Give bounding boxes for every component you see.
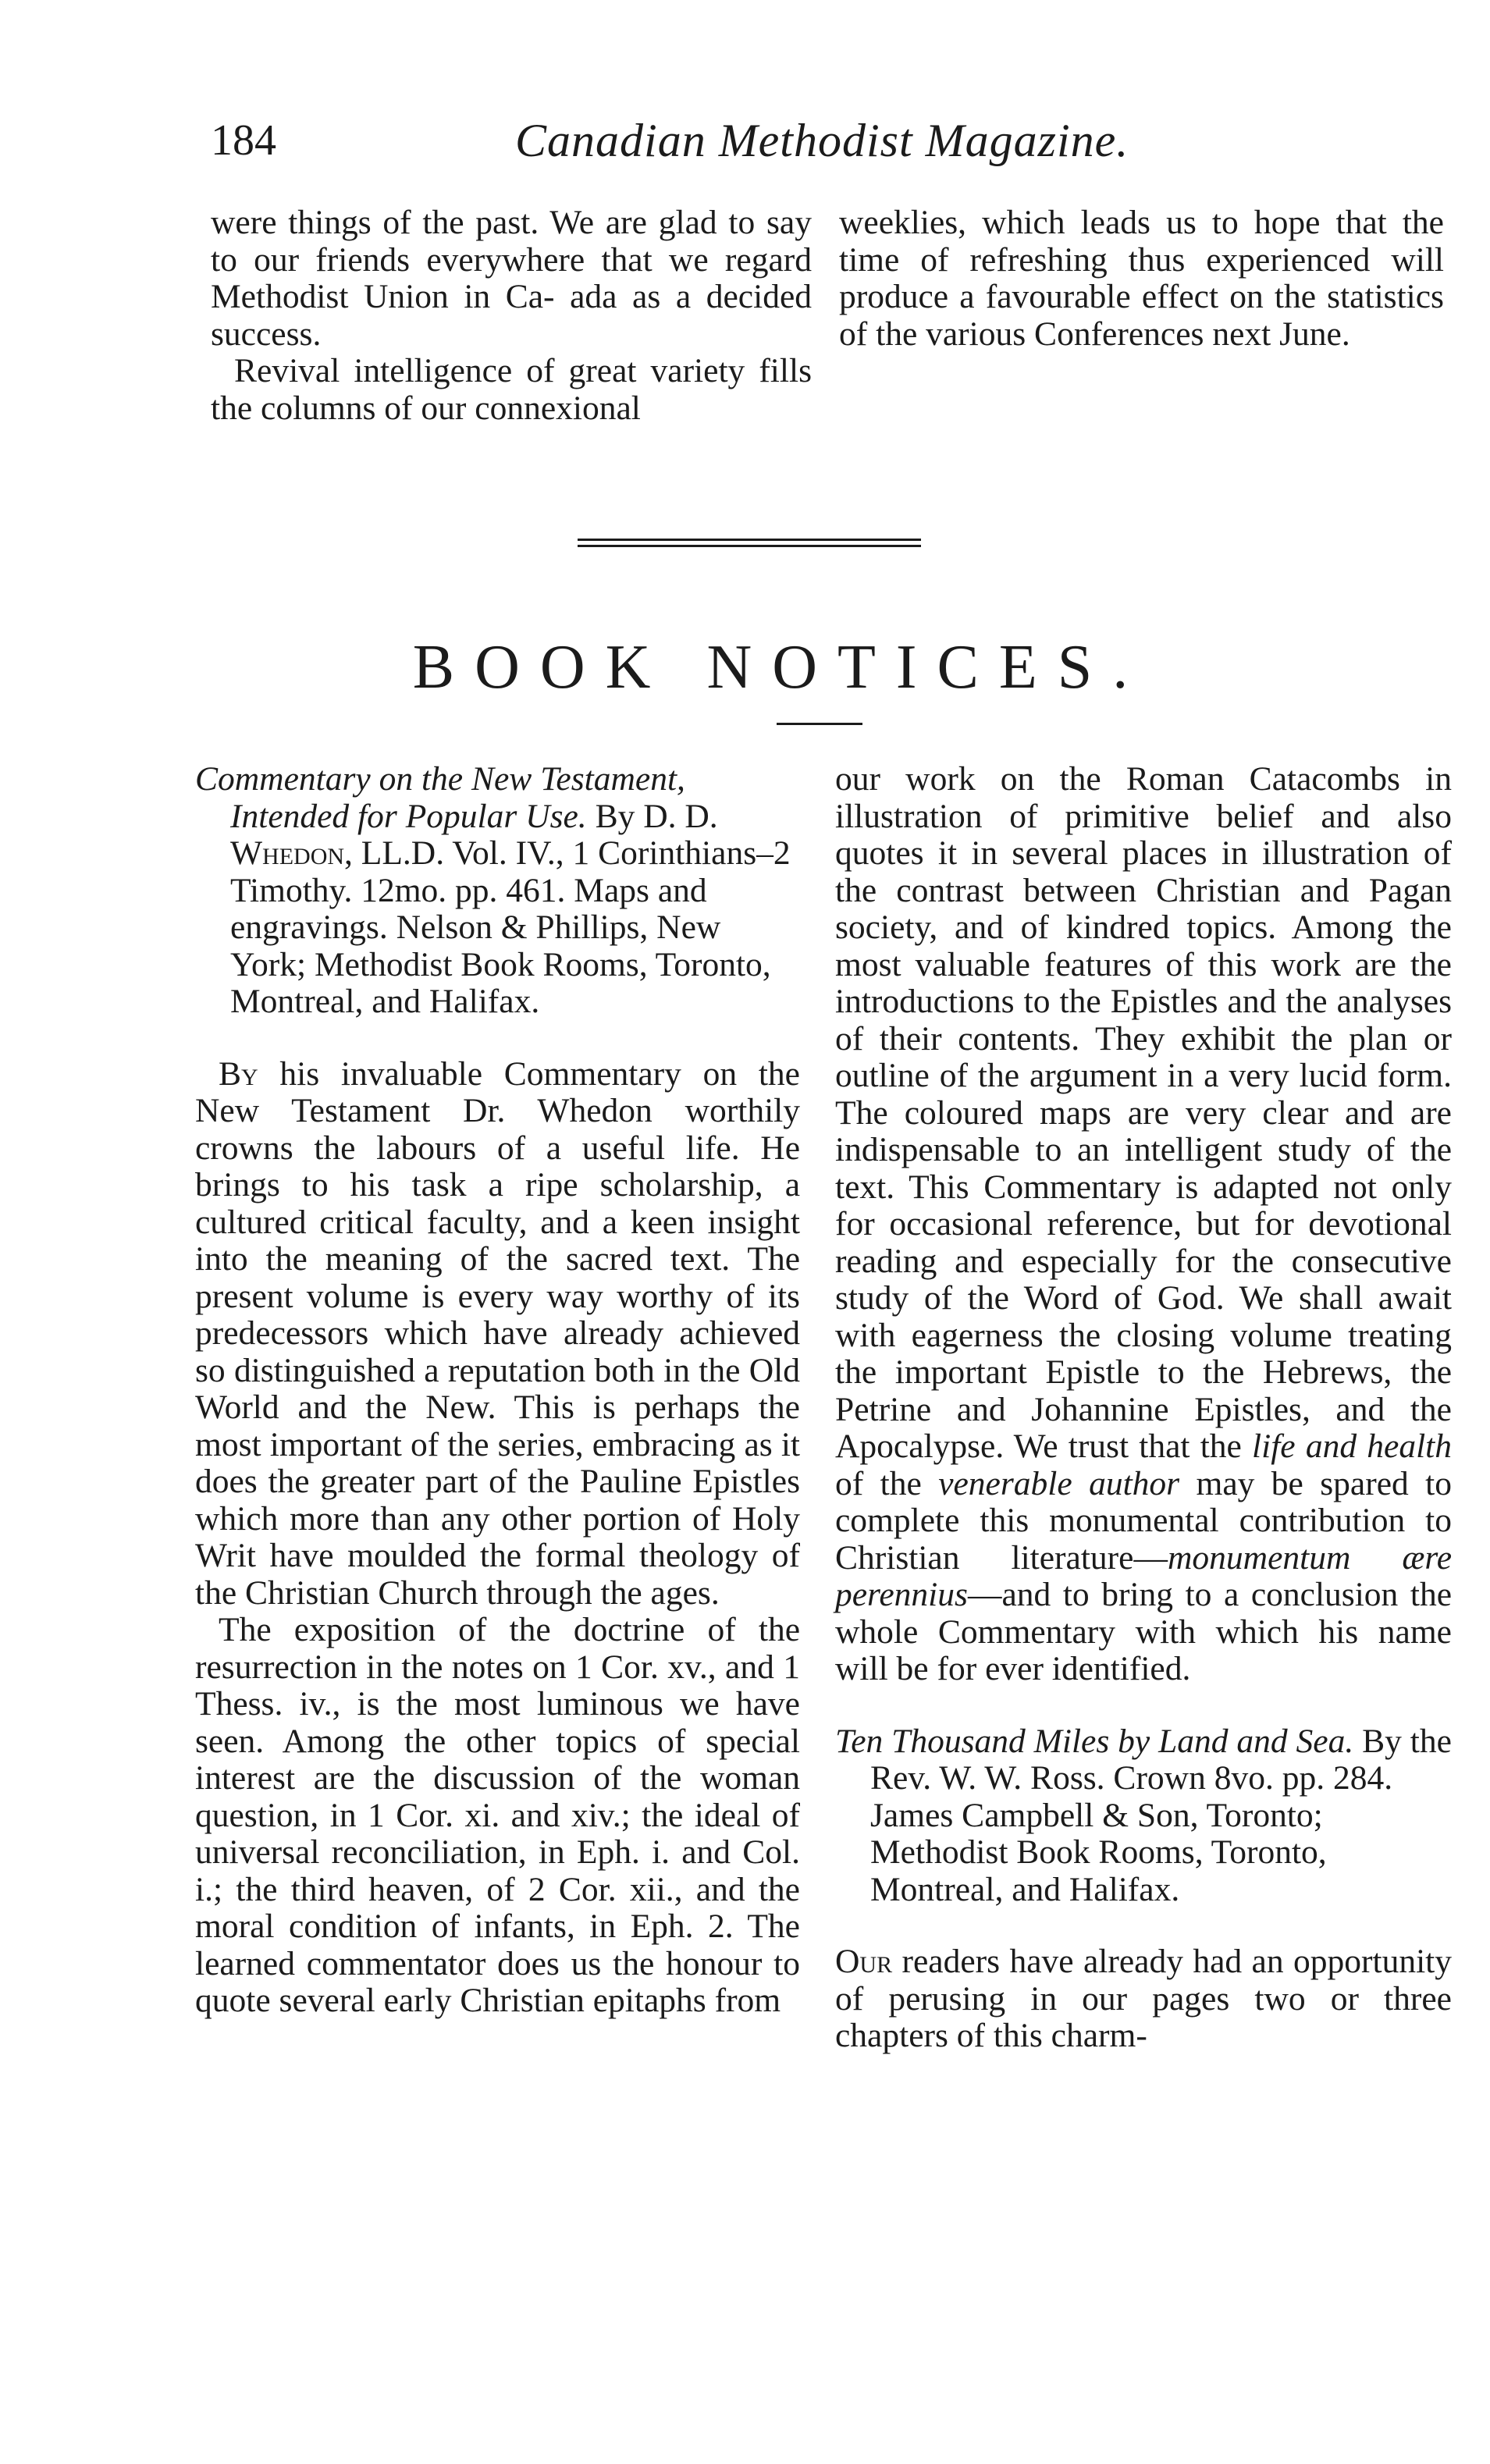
notice-1-text-4: —and to bring to a conclusion the whole Commentary with which his name will be for ever identified.	[835, 1576, 1452, 1687]
top-left-column	[211, 204, 812, 427]
notice-1-paragraph-1	[195, 1056, 800, 1612]
book-title-2: Ten Thousand Miles by Land and Sea.	[835, 1722, 1354, 1760]
notice-1-paragraph-2-continued	[835, 761, 1452, 1688]
notice-1-text-3: may be spared to complete this monumental contribution to Christian literature—	[835, 1464, 1453, 1577]
notice-1-life-and-health: life and health	[1252, 1428, 1452, 1465]
section-divider	[578, 539, 921, 547]
top-left-paragraph-1: were things of the past. We are glad to say to our friends everywhere that we regard Methodist Union in Ca- ada as a decided success.	[211, 204, 812, 353]
latin-quote: monumentum ære perennius	[835, 1538, 1452, 1613]
book-entry-2	[835, 1723, 1452, 1909]
notice-2-text-1: readers have already had an opportunity of perusing in our pages two or three chapters of this charm-	[835, 1943, 1453, 2054]
bottom-right-column	[835, 761, 1452, 2055]
notice-1-lead-word: By	[219, 1054, 258, 1093]
page-header	[211, 109, 1413, 172]
book-title: Commentary on the New Testament, Intended for Popular Use.	[195, 760, 685, 835]
notice-1-of-the: of the	[835, 1464, 922, 1502]
section-heading: BOOK NOTICES.	[412, 633, 1149, 702]
book-details-2: By the Rev. W. W. Ross. Crown 8vo. pp. 284. James Campbell & Son, Toronto; Methodist Book Rooms, Toronto, Montreal, and Halifax.	[870, 1722, 1452, 1908]
notice-1-text-2: our work on the Roman Catacombs in illustration of primitive belief and also quotes it in several places in illustration of the contrast between Christian and Pagan society, and of kindred topics. Among the most valuable features of this work are the introductions to the Epistles and the analyses of their contents. They exhibit the plan or outline of the argument in a very lucid form. The coloured maps are very clear and are indispensable to an intelligent study of the text. This Commentary is adapted not only for occasional reference, but for devotional reading and especially for the consecutive study of the Word of God. We shall await with eagerness the closing volume treating the important Epistle to the Hebrews, the Petrine and Johannine Epistles, and the Apocalypse. We trust that the	[835, 760, 1452, 1465]
notice-1-venerable-author: venerable author	[938, 1464, 1180, 1502]
top-right-column	[839, 204, 1444, 353]
notice-2-paragraph-1	[835, 1943, 1452, 2055]
book-details: Vol. IV., 1 Corinthians–2 Timothy. 12mo. pp. 461. Maps and engravings. Nelson & Phillips, New York; Methodist Book Rooms, Toronto, Montreal, and Halifax.	[230, 834, 791, 1020]
book-author: D. D. Whedon, LL.D.	[230, 797, 718, 872]
notice-1-text-1: his invaluable Commentary on the New Testament Dr. Whedon worthily crowns the labours of a useful life. He brings to his task a ripe scholarship, a cultured critical faculty, and a keen insight into the meaning of the sacred text. The present volume is every way worthy of its predecessors which have already achieved so distinguished a reputation both in the Old World and the New. This is perhaps the most important of the series, embracing as it does the greater part of the Pauline Epistles which more than any other portion of Holy Writ have moulded the formal theology of the Christian Church through the ages.	[195, 1054, 800, 1612]
book-entry-1	[195, 761, 800, 1021]
notice-1-paragraph-2: The exposition of the doctrine of the resurrection in the notes on 1 Cor. xv., and 1 Thess. iv., is the most luminous we have seen. Among the other topics of special interest are the discussion of the woman question, in 1 Cor. xi. and xiv.; the ideal of universal reconciliation, in Eph. i. and Col. i.; the third heaven, of 2 Cor. xii., and the moral condition of infants, in Eph. 2. The learned commentator does us the honour to quote several early Christian epitaphs from	[195, 1611, 800, 2019]
top-right-paragraph-1: weeklies, which leads us to hope that the time of refreshing thus experienced will produce a favourable effect on the statistics of the various Conferences next June.	[839, 204, 1444, 353]
bottom-left-column	[195, 761, 800, 2020]
page-number: 184	[211, 116, 276, 165]
book-by: By	[595, 797, 635, 835]
top-left-paragraph-2: Revival intelligence of great variety fills the columns of our connexional	[211, 352, 812, 427]
notice-2-lead-word: Our	[835, 1943, 893, 1980]
heading-ornament-rule	[777, 723, 862, 725]
running-title: Canadian Methodist Magazine.	[515, 115, 1129, 166]
